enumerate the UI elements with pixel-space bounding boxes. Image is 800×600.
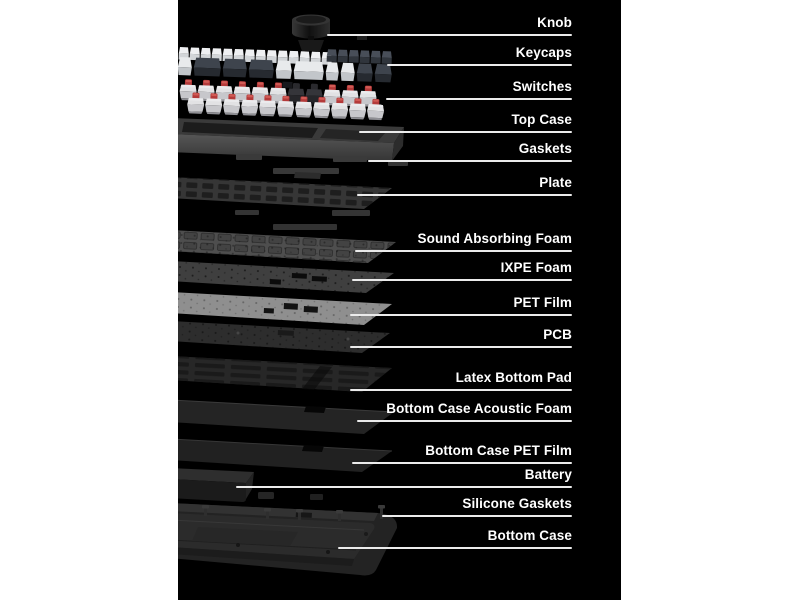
callout-line-keycaps — [387, 64, 572, 66]
callout-layer — [178, 0, 621, 600]
callout-label-bottom-case-acoustic-foam: Bottom Case Acoustic Foam — [386, 401, 572, 416]
callout-line-switches — [386, 98, 572, 100]
callout-label-knob: Knob — [537, 15, 572, 30]
callout-line-knob — [327, 34, 572, 36]
callout-line-ixpe-foam — [352, 279, 572, 281]
callout-line-top-case — [359, 131, 572, 133]
callout-label-gaskets: Gaskets — [518, 141, 572, 156]
callout-label-latex-bottom-pad: Latex Bottom Pad — [455, 370, 572, 385]
callout-line-pet-film — [350, 314, 572, 316]
callout-label-plate: Plate — [539, 175, 572, 190]
callout-label-pet-film: PET Film — [513, 295, 572, 310]
callout-line-silicone-gaskets — [382, 515, 572, 517]
callout-line-plate — [357, 194, 572, 196]
callout-label-keycaps: Keycaps — [515, 45, 572, 60]
callout-line-bottom-case-pet-film — [352, 462, 572, 464]
keyboard-exploded-diagram — [178, 0, 621, 600]
callout-line-latex-bottom-pad — [350, 389, 572, 391]
callout-line-pcb — [350, 346, 572, 348]
callout-label-sound-absorbing-foam: Sound Absorbing Foam — [417, 231, 572, 246]
callout-label-bottom-case: Bottom Case — [487, 528, 572, 543]
callout-label-battery: Battery — [524, 467, 572, 482]
callout-label-ixpe-foam: IXPE Foam — [500, 260, 572, 275]
callout-label-silicone-gaskets: Silicone Gaskets — [462, 496, 572, 511]
callout-line-sound-absorbing-foam — [355, 250, 572, 252]
callout-label-switches: Switches — [512, 79, 572, 94]
callout-label-bottom-case-pet-film: Bottom Case PET Film — [425, 443, 572, 458]
callout-label-top-case: Top Case — [511, 112, 572, 127]
callout-line-bottom-case — [338, 547, 572, 549]
callout-line-battery — [236, 486, 572, 488]
callout-label-pcb: PCB — [543, 327, 572, 342]
callout-line-bottom-case-acoustic-foam — [357, 420, 572, 422]
callout-line-gaskets — [368, 160, 572, 162]
